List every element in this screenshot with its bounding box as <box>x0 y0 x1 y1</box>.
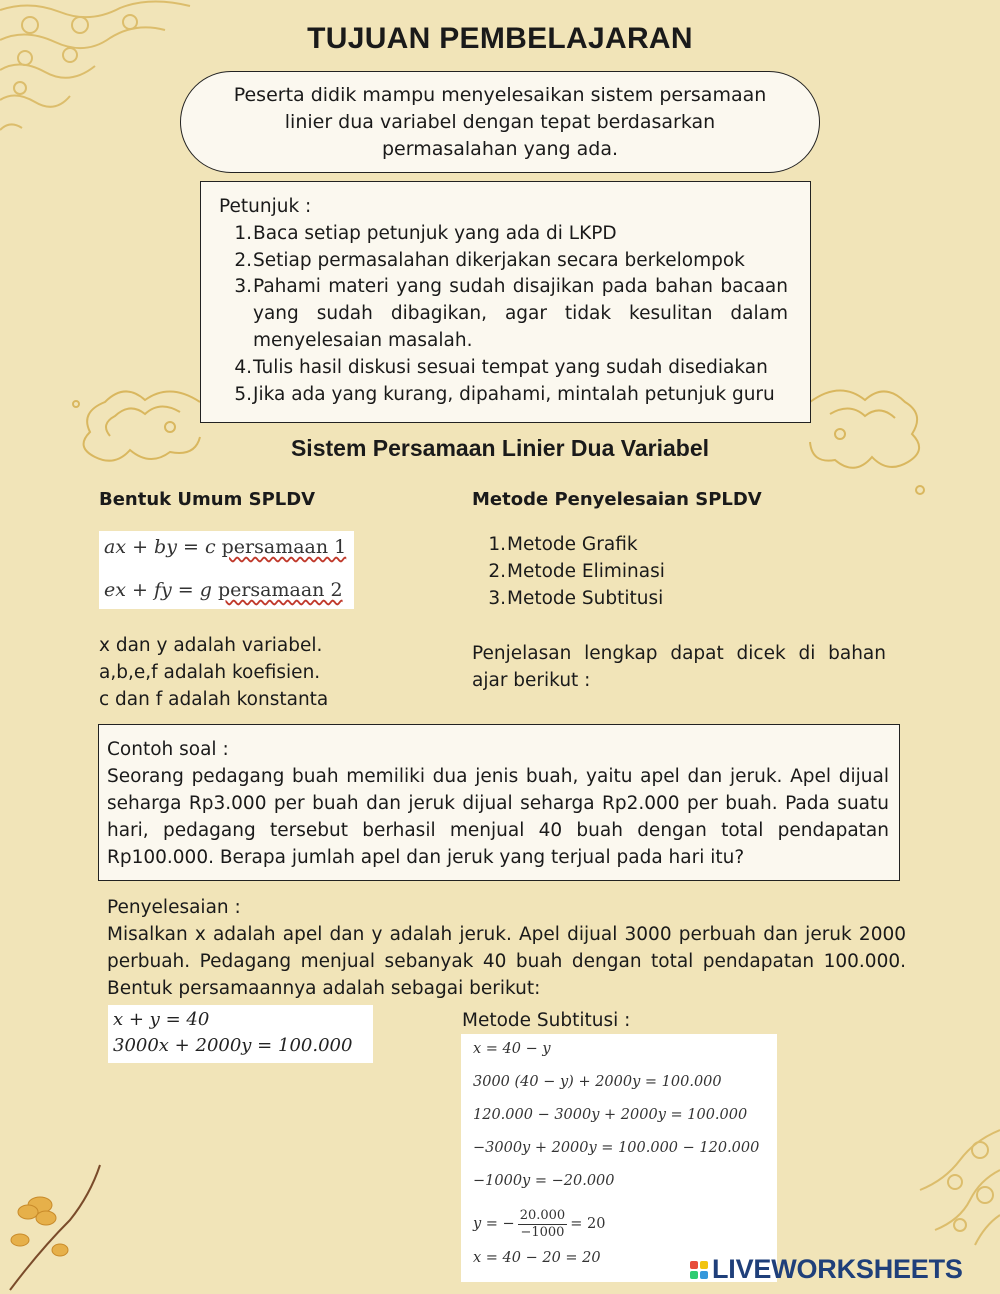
learning-objective: Peserta didik mampu menyelesaikan sistem persamaan linier dua variabel dengan tepat berdasarkan permasalahan yang ada. <box>180 71 820 173</box>
list-item: 2. Setiap permasalahan dikerjakan secara berkelompok <box>234 249 745 271</box>
system-equation-1: x + y = 40 <box>113 1009 210 1030</box>
methods-heading: Metode Penyelesaian SPLDV <box>472 489 762 510</box>
methods-explanation: Penjelasan lengkap dapat dicek di bahan ajar berikut : <box>472 643 886 691</box>
note-line: c dan f adalah konstanta <box>99 689 329 710</box>
step-line: −3000y + 2000y = 100.000 − 120.000 <box>473 1140 760 1156</box>
general-form-heading: Bentuk Umum SPLDV <box>99 489 316 510</box>
liveworksheets-logo <box>690 1254 963 1285</box>
solution-section <box>107 894 906 1002</box>
section-title: Sistem Persamaan Linier Dua Variabel <box>290 435 710 461</box>
step-line: −1000y = −20.000 <box>473 1173 615 1189</box>
note-line: a,b,e,f adalah koefisien. <box>99 662 321 683</box>
brand-icon <box>690 1261 708 1279</box>
step-line: x = 40 − y <box>473 1041 551 1057</box>
equation-1: ax + by = c <box>104 536 216 558</box>
equation-1-label: persamaan 1 <box>221 536 347 558</box>
example-label: Contoh soal : <box>107 739 229 760</box>
substitution-steps <box>461 1034 777 1282</box>
equation-2-label: persamaan 2 <box>217 579 343 601</box>
general-form-equations <box>99 531 354 609</box>
instructions-box <box>200 181 811 423</box>
step-line: x = 40 − 20 = 20 <box>473 1250 601 1266</box>
instructions-list <box>219 221 788 409</box>
cloud-ornament-left <box>70 372 210 482</box>
instructions-title: Petunjuk : <box>219 196 312 217</box>
list-item: 1. Metode Grafik <box>488 534 638 555</box>
batik-ornament-bottom-right <box>880 1120 1000 1255</box>
flower-branch-decoration <box>0 1160 110 1294</box>
equation-2: ex + fy = g <box>104 579 212 601</box>
list-item: 3. Metode Subtitusi <box>488 588 664 609</box>
page-title: TUJUAN PEMBELAJARAN <box>307 22 693 55</box>
list-item: 1. Baca setiap petunjuk yang ada di LKPD <box>234 222 617 244</box>
variable-notes <box>99 632 429 713</box>
system-equations <box>108 1005 373 1063</box>
substitution-label: Metode Subtitusi : <box>462 1010 631 1031</box>
list-item: 3. Pahami materi yang sudah disajikan pada bahan bacaan yang sudah dibagikan, agar tidak kesulitan dalam menyelesaian masalah. <box>234 276 788 351</box>
step-line: 120.000 − 3000y + 2000y = 100.000 <box>473 1107 748 1123</box>
list-item: 5. Jika ada yang kurang, dipahami, mintalah petunjuk guru <box>234 383 775 405</box>
solution-label: Penyelesaian : <box>107 897 241 918</box>
list-item: 4. Tulis hasil diskusi sesuai tempat yang sudah disediakan <box>234 356 768 378</box>
system-equation-2: 3000x + 2000y = 100.000 <box>113 1035 353 1056</box>
example-problem-box <box>98 724 900 881</box>
solution-text: Misalkan x adalah apel dan y adalah jeruk. Apel dijual 3000 perbuah dan jeruk 2000 perbuah. Pedagang menjual sebanyak 40 buah dengan total pendapatan 100.000. Bentuk persamaannya adalah sebagai berikut: <box>107 924 906 999</box>
list-item: 2. Metode Eliminasi <box>488 561 665 582</box>
note-line: x dan y adalah variabel. <box>99 635 323 656</box>
example-text: Seorang pedagang buah memiliki dua jenis buah, yaitu apel dan jeruk. Apel dijual seharga Rp3.000 per buah dan jeruk dijual seharga Rp2.000 per buah. Pada suatu hari, pedagang tersebut berhasil menjual 40 buah dengan total pendapatan Rp100.000. Berapa jumlah apel dan jeruk yang terjual pada hari itu? <box>107 766 889 868</box>
brand-name: LIVEWORKSHEETS <box>712 1254 963 1284</box>
step-line: 3000 (40 − y) + 2000y = 100.000 <box>473 1074 722 1090</box>
methods-list <box>473 531 665 612</box>
step-fraction: y = − $\frac{20.000}{-1000}$ = 20 <box>473 1207 606 1240</box>
